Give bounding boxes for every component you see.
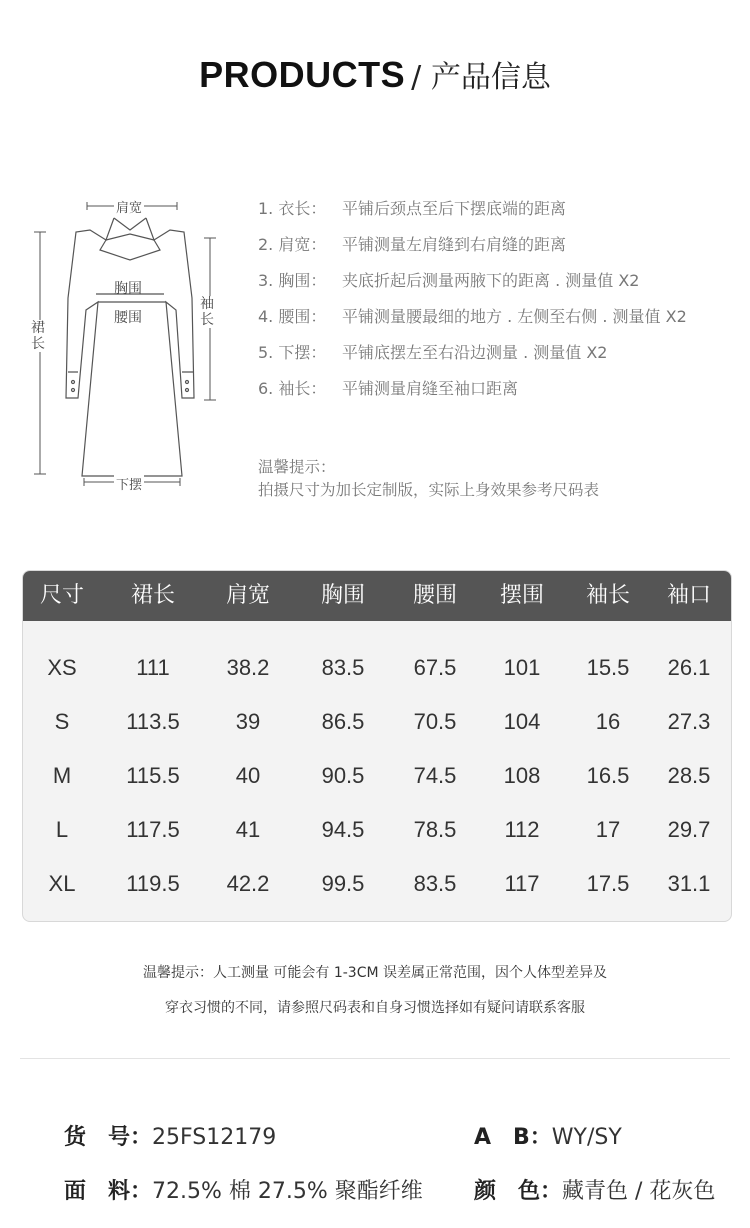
header-cell: 尺寸 xyxy=(39,583,84,608)
title-en: PRODUCTS xyxy=(199,54,406,95)
title-cn: / 产品信息 xyxy=(411,60,551,95)
color-field: 颜 色：藏青色 / 花灰色 xyxy=(474,1179,716,1204)
header-cell: 摆围 xyxy=(499,583,544,608)
length-label: 裙长 xyxy=(31,320,45,352)
section-divider xyxy=(20,1058,730,1059)
table-row: S 113.5 39 86.5 70.5 104 16 27.3 xyxy=(54,709,711,734)
photo-tip xyxy=(258,456,599,502)
measurement-definitions xyxy=(258,196,738,412)
table-row: XL 119.5 42.2 99.5 83.5 117 17.5 31.1 xyxy=(48,871,711,896)
table-row: XS 111 38.2 83.5 67.5 101 15.5 26.1 xyxy=(47,655,711,680)
header-cell: 胸围 xyxy=(320,583,365,608)
definition-row: 3. 胸围： 夹底折起后测量两腋下的距离 . 测量值 X2 xyxy=(258,271,640,290)
size-table xyxy=(22,570,732,922)
dress-outline-illustration xyxy=(30,190,230,500)
header-cell: 裙长 xyxy=(130,583,175,608)
definition-row: 1. 衣长： 平铺后颈点至后下摆底端的距离 xyxy=(258,199,567,218)
header-cell: 腰围 xyxy=(412,583,457,608)
chest-label: 胸围 xyxy=(114,281,142,297)
hem-label: 下摆 xyxy=(114,474,144,493)
header-cell: 袖长 xyxy=(585,583,630,608)
definition-row: 4. 腰围： 平铺测量腰最细的地方 . 左侧至右侧 . 测量值 X2 xyxy=(258,307,687,326)
ab-field: A B：WY/SY xyxy=(474,1125,622,1150)
definition-row: 6. 袖长： 平铺测量肩缝至袖口距离 xyxy=(258,379,519,398)
dress-diagram xyxy=(30,190,230,500)
waist-label: 腰围 xyxy=(114,310,142,326)
fabric-field: 面 料：72.5% 棉 27.5% 聚酯纤维 xyxy=(64,1179,423,1204)
definition-row: 2. 肩宽： 平铺测量左肩缝到右肩缝的距离 xyxy=(258,235,567,254)
measurement-note-line-1: 温馨提示：人工测量 可能会有 1-3CM 误差属正常范围，因个人体型差异及 xyxy=(142,965,608,981)
sleeve-label: 袖长 xyxy=(200,296,214,328)
tip-text: 拍摄尺寸为加长定制版，实际上身效果参考尺码表 xyxy=(258,481,600,499)
table-row: M 115.5 40 90.5 74.5 108 16.5 28.5 xyxy=(52,763,711,788)
header-cell: 肩宽 xyxy=(225,583,270,608)
size-table-header xyxy=(23,571,731,621)
header-cell: 袖口 xyxy=(666,583,711,608)
tip-title: 温馨提示： xyxy=(258,458,336,476)
shoulder-label: 肩宽 xyxy=(114,197,144,216)
measurement-note-line-2: 穿衣习惯的不同，请参照尺码表和自身习惯选择如有疑问请联系客服 xyxy=(165,1000,585,1016)
item-number: 货 号：25FS12179 xyxy=(64,1125,277,1150)
definition-row: 5. 下摆： 平铺底摆左至右沿边测量 . 测量值 X2 xyxy=(258,343,608,362)
page-title xyxy=(0,52,750,96)
table-row: L 117.5 41 94.5 78.5 112 17 29.7 xyxy=(55,817,711,842)
